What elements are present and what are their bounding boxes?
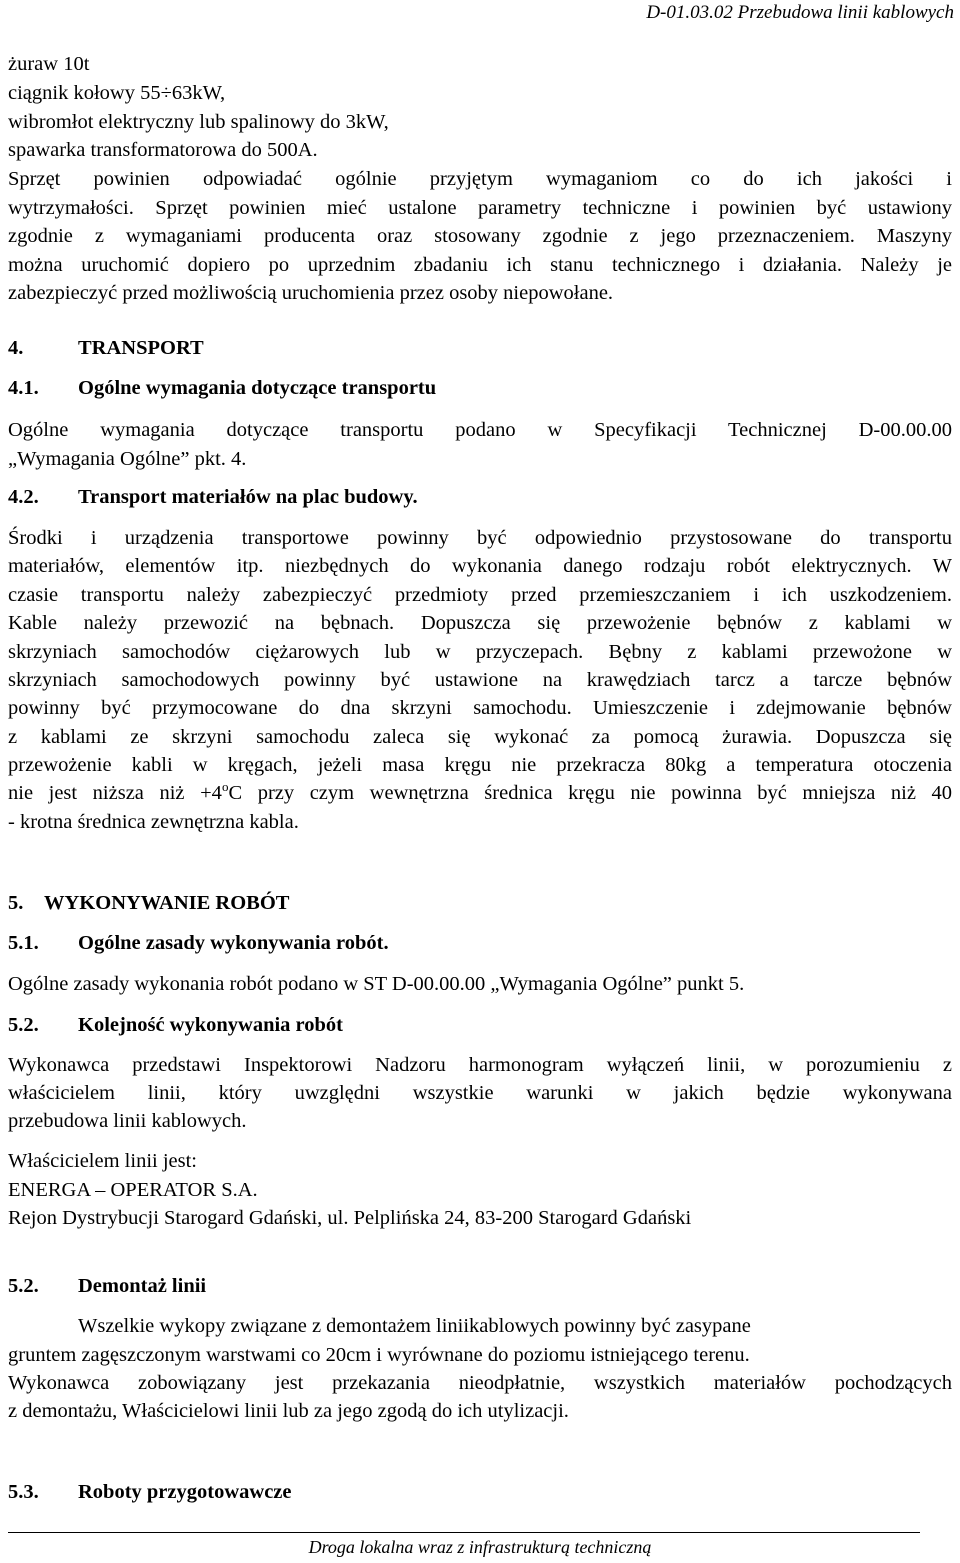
paragraph-line xyxy=(8,780,952,806)
section-title: Demontaż linii xyxy=(78,1275,207,1297)
degree-superscript: o xyxy=(221,779,229,795)
paragraph-line: Ogólne wymagania dotyczące transportu podano w Specyfikacji Technicznej D-00.00.00 xyxy=(8,419,952,441)
section-heading xyxy=(8,890,289,916)
paragraph-line: Sprzęt powinien odpowiadać ogólnie przyjętym wymaganiom co do ich jakości i xyxy=(8,168,952,190)
section-number: 4.1. xyxy=(8,377,39,399)
section-heading xyxy=(8,484,418,510)
section-number: 5.3. xyxy=(8,1481,39,1503)
section-title: Ogólne zasady wykonywania robót. xyxy=(78,932,389,954)
owner-line: ENERGA – OPERATOR S.A. xyxy=(8,1179,258,1201)
owner-line: Rejon Dystrybucji Starogard Gdański, ul. Pelplińska 24, 83-200 Starogard Gdański xyxy=(8,1207,692,1229)
section-number: 5.1. xyxy=(8,932,39,954)
paragraph-line: Wykonawca przedstawi Inspektorowi Nadzoru harmonogram wyłączeń linii, w porozumieniu z xyxy=(8,1054,952,1076)
section-heading xyxy=(8,1273,206,1299)
equipment-line: ciągnik kołowy 55÷63kW, xyxy=(8,82,226,104)
page-header: D-01.03.02 Przebudowa linii kablowych xyxy=(646,2,954,23)
paragraph-line: można uruchomić dopiero po uprzednim zbadaniu ich stanu technicznego i działania. Należy je xyxy=(8,254,952,276)
paragraph-line: Wykonawca zobowiązany jest przekazania nieodpłatnie, wszystkich materiałów pochodzących xyxy=(8,1372,952,1394)
paragraph-line: skrzyniach samochodowych powinny być ustawione na krawędziach tarcz a tarcze bębnów xyxy=(8,669,952,691)
paragraph-line: przewożenie kabli w kręgach, jeżeli masa kręgu nie przekracza 80kg a temperatura otoczenia xyxy=(8,754,952,776)
section-heading xyxy=(8,1479,292,1505)
section-number: 5. xyxy=(8,892,24,914)
section-number: 4.2. xyxy=(8,486,39,508)
paragraph-line: wytrzymałości. Sprzęt powinien mieć ustalone parametry techniczne i powinien być ustawiony xyxy=(8,197,952,219)
paragraph-line: - krotna średnica zewnętrzna kabla. xyxy=(8,811,299,833)
section-number: 4. xyxy=(8,337,24,359)
section-title: Kolejność wykonywania robót xyxy=(78,1014,344,1036)
footer-divider xyxy=(8,1532,920,1533)
paragraph-line: powinny być przymocowane do dna skrzyni samochodu. Umieszczenie i zdejmowanie bębnów xyxy=(8,697,952,719)
equipment-line: spawarka transformatorowa do 500A. xyxy=(8,139,318,161)
paragraph-line: materiałów, elementów itp. niezbędnych do wykonania danego rodzaju robót elektrycznych. W xyxy=(8,555,952,577)
paragraph-line: skrzyniach samochodów ciężarowych lub w przyczepach. Bębny z kablami przewożone w xyxy=(8,641,952,663)
temperature-text-end: C przy czym wewnętrzna średnica kręgu nie powinna być mniejsza niż 40 xyxy=(228,782,953,804)
paragraph-line: Środki i urządzenia transportowe powinny być odpowiednio przystosowane do transportu xyxy=(8,527,952,549)
section-number: 5.2. xyxy=(8,1014,39,1036)
section-title: Ogólne wymagania dotyczące transportu xyxy=(78,377,437,399)
paragraph-line: zgodnie z wymaganiami producenta oraz stosowany zgodnie z jego przeznaczeniem. Maszyny xyxy=(8,225,952,247)
section-heading xyxy=(8,1012,343,1038)
section-title: WYKONYWANIE ROBÓT xyxy=(44,892,290,914)
section-title: Transport materiałów na plac budowy. xyxy=(78,486,418,508)
section-heading xyxy=(8,335,204,361)
paragraph-line: Ogólne zasady wykonania robót podano w ST D-00.00.00 „Wymagania Ogólne” punkt 5. xyxy=(8,973,745,995)
paragraph-line: czasie transportu należy zabezpieczyć przedmioty przed przemieszczaniem i ich uszkodzeniem. xyxy=(8,584,952,606)
temperature-text-start: nie jest niższa niż +4 xyxy=(8,782,222,804)
section-number: 5.2. xyxy=(8,1275,39,1297)
section-title: Roboty przygotowawcze xyxy=(78,1481,292,1503)
section-heading xyxy=(8,375,436,401)
paragraph-line: właścicielem linii, który uwzględni wszystkie warunki w jakich będzie wykonywana xyxy=(8,1082,952,1104)
paragraph-line: gruntem zagęszczonym warstwami co 20cm i wyrównane do poziomu istniejącego terenu. xyxy=(8,1344,750,1366)
equipment-line: wibromłot elektryczny lub spalinowy do 3kW, xyxy=(8,111,389,133)
section-heading xyxy=(8,930,389,956)
paragraph-line: z kablami ze skrzyni samochodu zaleca się wykonać za pomocą żurawia. Dopuszcza się xyxy=(8,726,952,748)
paragraph-line: Wszelkie wykopy związane z demontażem liniikablowych powinny być zasypane xyxy=(78,1315,751,1337)
section-title: TRANSPORT xyxy=(78,337,204,359)
page-footer: Droga lokalna wraz z infrastrukturą techniczną xyxy=(308,1537,652,1557)
owner-line: Właścicielem linii jest: xyxy=(8,1150,197,1172)
paragraph-line: „Wymagania Ogólne” pkt. 4. xyxy=(8,448,247,470)
equipment-line: żuraw 10t xyxy=(8,53,90,75)
paragraph-line: Kable należy przewozić na bębnach. Dopuszcza się przewożenie bębnów z kablami w xyxy=(8,612,952,634)
paragraph-line: przebudowa linii kablowych. xyxy=(8,1110,247,1132)
paragraph-line: z demontażu, Właścicielowi linii lub za jego zgodą do ich utylizacji. xyxy=(8,1400,569,1422)
paragraph-line: zabezpieczyć przed możliwością uruchomienia przez osoby niepowołane. xyxy=(8,282,614,304)
